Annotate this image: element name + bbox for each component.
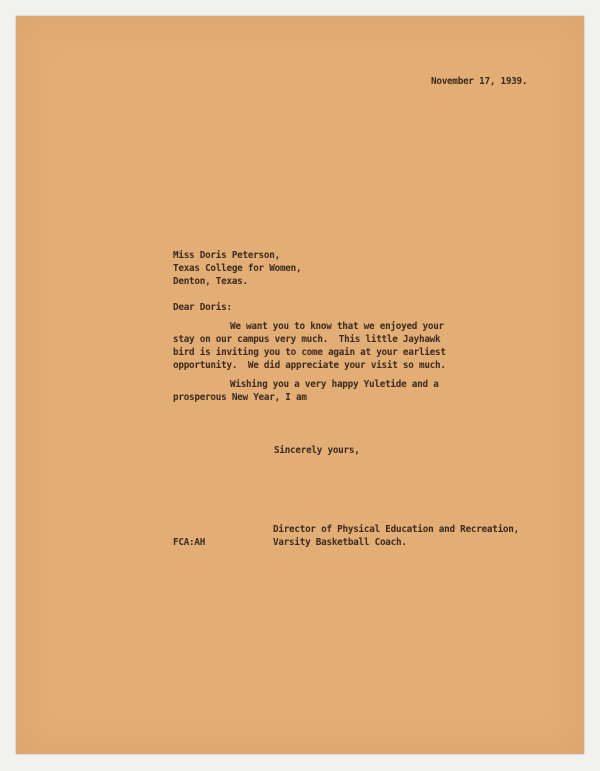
signature-title-line-2: Varsity Basketball Coach. bbox=[273, 537, 407, 548]
body-paragraph-1-line-3: bird is inviting you to come again at your earliest bbox=[173, 347, 446, 358]
salutation: Dear Doris: bbox=[173, 302, 232, 313]
body-paragraph-1-line-4: opportunity. We did appreciate your visit so much. bbox=[173, 360, 446, 371]
body-paragraph-2-line-2: prosperous New Year, I am bbox=[173, 392, 307, 403]
letter-date: November 17, 1939. bbox=[431, 76, 528, 87]
closing: Sincerely yours, bbox=[274, 445, 360, 456]
typist-initials: FCA:AH bbox=[173, 537, 206, 548]
recipient-line-2: Texas College for Women, bbox=[173, 263, 302, 274]
body-paragraph-1-line-2: stay on our campus very much. This little Jayhawk bbox=[173, 334, 441, 345]
recipient-line-3: Denton, Texas. bbox=[173, 276, 248, 287]
body-paragraph-1-line-1: We want you to know that we enjoyed your bbox=[230, 321, 444, 332]
body-paragraph-2-line-1: Wishing you a very happy Yuletide and a bbox=[230, 379, 439, 390]
signature-title-line-1: Director of Physical Education and Recreation, bbox=[273, 524, 519, 535]
recipient-line-1: Miss Doris Peterson, bbox=[173, 250, 280, 261]
